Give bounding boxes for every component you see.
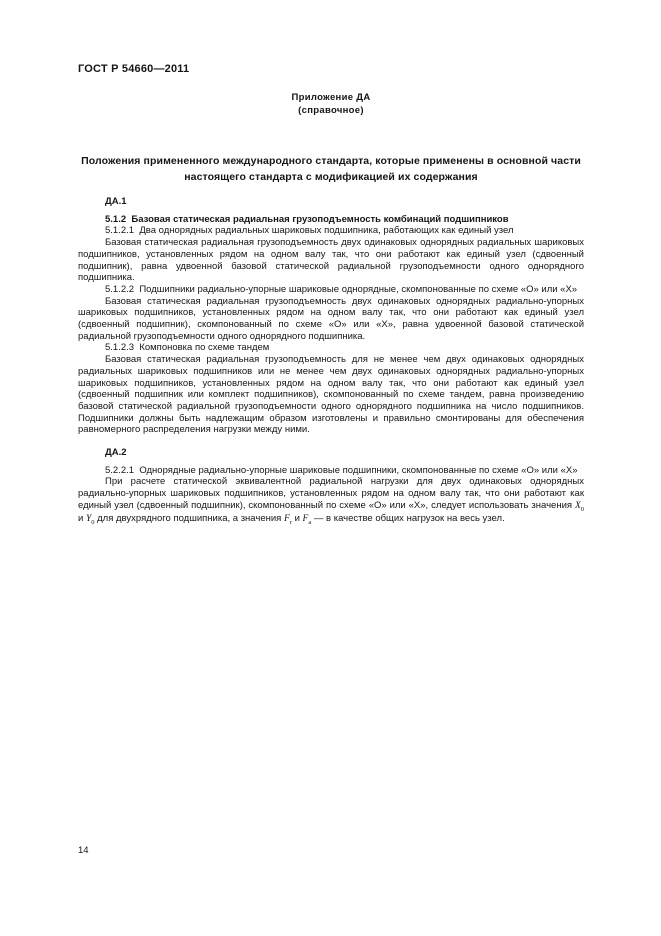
section-heading-da2: ДА.2 [105, 447, 127, 459]
variable-symbol: $F_r$ [283, 513, 292, 526]
variable-symbol: $Y_0$ [85, 513, 95, 526]
document-code: ГОСТ Р 54660—2011 [78, 63, 190, 75]
clause-5-1-2-3-body: Базовая статическая радиальная грузоподъемность для не менее чем двух одинаковых однорядных радиальных шариковых подшипников или не менее чем двух одинаковых однорядных радиально-упорных шариковых подшипников, установленных рядом на одном валу так, что они работают как единый узел (сдвоенный подшипник или комплект подшипников), скомпонованный по схеме тандем, равна произведению базовой статической радиальной грузоподъемности одного однорядного подшипника на число подшипников. Подшипники должны быть надлежащим образом изготовлены и правильно смонтированы для обеспечения равномерного распределения нагрузки между ними. [78, 354, 584, 436]
page-title-line1: Положения примененного международного стандарта, которые применены в основной части [81, 155, 581, 167]
clause-heading-5-1-2: 5.1.2 Базовая статическая радиальная грузоподъемность комбинаций подшипников [105, 213, 509, 225]
clause-5-1-2-2-body: Базовая статическая радиальная грузоподъемность двух одинаковых однорядных радиально-упорных шариковых подшипников, установленных рядом на одном валу так, что они работают как единый узел (сдвоенный подшипник), скомпонованный по схеме «О» или «Х», равна удвоенной базовой статической радиальной грузоподъемности одного однорядного подшипника. [78, 295, 584, 342]
variable-symbol: $X_0$ [574, 500, 584, 513]
clause-5-1-2-1-body: Базовая статическая радиальная грузоподъемность двух одинаковых однорядных радиальных шариковых подшипников, установленных рядом на одном валу так, что они работают как единый узел (сдвоенный подшипник), равна удвоенной базовой статической радиальной грузоподъемности одного однорядного подшипника. [78, 237, 584, 284]
clause-5-1-2-3-title: 5.1.2.3 Компоновка по схеме тандем [105, 342, 270, 354]
clause-5-1-2-2-title: 5.1.2.2 Подшипники радиально-упорные шариковые однорядные, скомпонованные по схеме «О» или «Х» [105, 283, 578, 295]
clause-5-2-2-1-body: При расчете статической эквивалентной радиальной нагрузки для двух одинаковых однорядных радиально-упорных шариковых подшипников, установленных рядом на одном валу так, что они работают как единый узел (сдвоенный подшипник), скомпонованный по схеме «О» или «Х», следует использовать значения $X_0$ и $Y_0$ для двухрядного подшипника, а значения $F_r$ и $F_a$ — в качестве общих нагрузок на весь узел. [78, 476, 584, 526]
section-heading-da1: ДА.1 [105, 196, 127, 207]
appendix-note: (справочное) [298, 104, 364, 116]
clause-5-2-2-1-title: 5.2.2.1 Однорядные радиально-упорные шариковые подшипники, скомпонованные по схеме «О» или «Х» [105, 464, 578, 476]
page-content [78, 63, 584, 525]
appendix-block [78, 92, 584, 117]
page-number: 14 [78, 845, 89, 856]
page-title [78, 153, 584, 185]
clause-5-1-2-1-title: 5.1.2.1 Два однорядных радиальных шариковых подшипника, работающих как единый узел [105, 225, 514, 237]
variable-symbol: $F_a$ [302, 513, 312, 526]
appendix-label: Приложение ДА [291, 92, 371, 103]
page-title-line2: настоящего стандарта с модификацией их содержания [184, 171, 478, 183]
